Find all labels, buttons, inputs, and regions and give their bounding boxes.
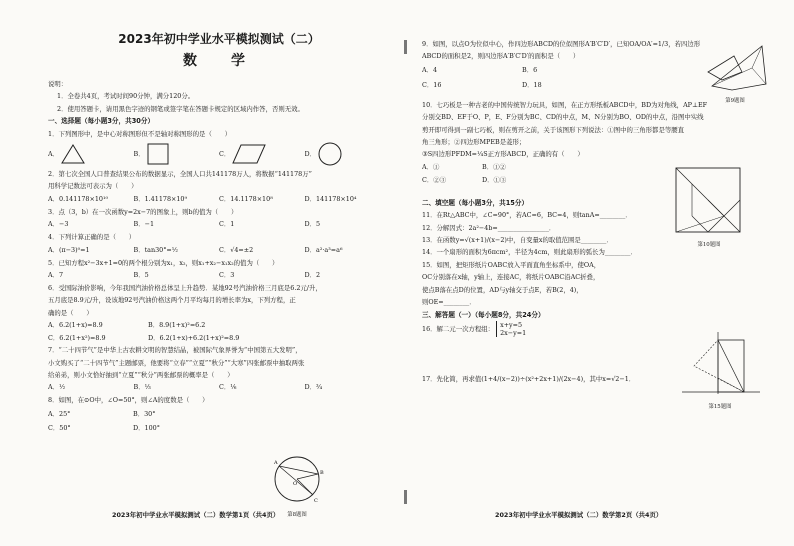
q5-option-a: A．7 [48,271,64,280]
parallelogram-shape [232,144,266,164]
exam-title: 2023年初中学业水平模拟测试（二） [118,32,320,46]
question-9-line-1: 9．如图，以点O为位似中心，作四边形ABCD的位似图形A′B′C′D′，已知OA/OA′=1/3，若四边形 [422,40,701,48]
q4-option-a: A．(π−3)⁰=1 [48,245,90,254]
q6-option-a: A．6.2(1+x)=8.9 [48,321,103,330]
q3-option-d: D．5 [304,220,321,229]
q8-option-c: C．50° [48,423,71,432]
folded-rectangle-diagram [678,330,762,398]
question-10-line-3: 剪开即可得到一副七巧板，则在剪开之前，关于该图形下列说法：①图中的三角形都是等腰直 [422,125,685,134]
equation-system [496,321,526,337]
q10-option-a: A．① [422,162,440,171]
equation-1: x+y=5 [500,320,523,329]
question-15-line-4: 则OE=________． [422,298,476,307]
q9-option-c: C．16 [422,80,442,89]
question-4: 4．下列计算正确的是（ ） [48,233,136,242]
question-6-line-1: 6．受国际油价影响，今年我国汽油价格总体呈上升趋势．某地92号汽油价格三月底是6.2元/升， [48,284,322,293]
circle-shape [318,142,342,166]
q10-options [422,161,542,187]
q3-option-a: A．−3 [48,220,69,229]
q3-option-c: C．1 [219,220,235,229]
q10-option-c: C．②③ [422,175,447,184]
page-two [422,38,772,538]
q3-option-b: B．−1 [133,220,155,229]
q7-options [48,381,390,394]
q1-options [48,140,390,168]
q5-option-b: B．5 [133,271,149,280]
figure-8 [266,452,328,518]
homothety-diagram [702,42,768,92]
binding-mark [404,40,407,54]
q7-option-b: B．⅓ [133,383,151,392]
figure-15-caption: 第15题图 [708,404,732,410]
subject-heading: 数 学 [183,53,255,69]
q4-option-c: C．√4=±2 [219,245,254,254]
page-one-footer: 2023年初中学业水平模拟测试（二）数学第1页（共4页） [112,511,280,519]
tangram-diagram [670,166,748,236]
question-8: 8．如图，在⊙O中，∠O=50°，则∠A的度数是（ ） [48,396,209,405]
q2-option-c: C．14.1178×10⁸ [219,194,273,203]
question-1: 1．下列图形中，是中心对称图形但不是轴对称图形的是（ ） [48,129,232,138]
q3-options [48,218,390,231]
q6-option-b: B．8.9(1+x)²=6.2 [148,321,206,330]
figure-10 [670,166,748,248]
section-choice-heading: 一、选择题（每小题3分，共30分） [48,117,155,126]
question-9-line-2: ABCD的面积是2，则四边形A′B′C′D′的面积是（ ） [422,52,580,61]
svg-text:C: C [314,498,318,504]
question-11: 11．在Rt△ABC中，∠C=90°，若AC=6，BC=4，则tanA=________． [422,211,632,220]
q6-option-d: D．6.2(1+x)+6.2(1+x)²=8.9 [148,333,240,342]
figure-8-caption: 第8题图 [287,512,307,518]
q7-option-c: C．⅙ [219,383,237,392]
q2-option-b: B．1.41178×10⁹ [133,194,188,203]
question-10-line-4: 角三角形；②四边形MPEB是菱形； [422,138,526,147]
page-one [48,30,390,530]
q9-option-d: D．18 [522,80,542,89]
svg-text:A: A [274,460,278,466]
question-5: 5．已知方程x²−3x+1=0的两个根分别为x₁，x₂，则x₁+x₂−x₁x₂的值为（ ） [48,258,279,267]
figure-15 [678,330,762,410]
q5-option-d: D．2 [304,271,321,280]
section-answer-heading: 三、解答题（一）（每小题8分，共24分） [422,310,545,319]
q8-option-a: A．25° [48,409,71,418]
q1-option-b: B． [134,143,220,165]
q10-option-d: D．①③ [482,175,507,184]
q6-option-c: C．6.2(1+x²)=8.9 [48,333,106,342]
question-14: 14．一个扇形的面积为6πcm²，半径为4cm，则此扇形的弧长为________． [422,248,637,257]
question-15-line-3: 使点B落在点D的位置，AD与y轴交于点E，若B(2，4)， [422,285,583,294]
q9-options [422,63,622,93]
question-6-line-2: 五月底是8.9元/升，设该地92号汽油价格这两个月平均每月的增长率为x，下列方程，正 [48,296,296,305]
question-15-line-2: OC分别落在x轴，y轴上，连接AC，将纸片OABC沿AC折叠， [422,273,600,282]
q5-options [48,269,390,282]
q4-option-d: D．a²·a³=a⁶ [304,245,343,254]
question-17: 17．先化简，再求值(1+4/(x−2))÷(x²+2x+1)/(2x−4)，其中x=√2−1． [422,374,636,383]
figure-10-caption: 第10题图 [697,242,721,248]
question-7-line-3: 给弟弟，则小文恰好抽到“立夏”“秋分”两张邮票的概率是（ ） [48,370,234,379]
q9-option-b: B．6 [522,65,538,74]
question-10-line-5: ③S四边形PFDM=¼S正方形ABCD，正确的有（ ） [422,150,584,159]
q1-option-d: D． [305,142,391,166]
question-12: 12．分解因式：2a²−4b=________________． [422,223,556,232]
q9-option-a: A．4 [422,65,438,74]
figure-9 [702,42,768,104]
question-15-line-1: 15．如图，把矩形纸片OABC放入平面直角坐标系中，使OA， [422,260,601,269]
q6-options [48,319,248,344]
q2-option-a: A．0.141178×10¹⁰ [48,194,109,203]
q7-option-a: A．½ [48,383,66,392]
note-1: 1．全卷共4页，考试时间90分钟，满分120分。 [57,92,195,101]
square-shape [147,143,169,165]
question-10-line-1: 10．七巧板是一种古老的中国传统智力玩具，如图，在正方形纸板ABCD中，BD为对角线，AP⊥EF [422,100,708,109]
svg-text:O: O [293,481,298,487]
q8-option-d: D．100° [133,423,160,432]
q5-option-c: C．3 [219,271,235,280]
q2-options [48,193,390,206]
question-3: 3．点（3，b）在一次函数y=2x−7的图象上，则b的值为（ ） [48,207,238,216]
question-2-line-1: 2．第七次全国人口普查结果公布的数据显示，全国人口共141178万人，将数据“141178万” [48,170,312,179]
q7-option-d: D．¾ [304,383,323,392]
q1-option-c: C． [219,144,305,164]
equation-2: 2x−y=1 [500,328,527,337]
question-7-line-1: 7．“二十四节气”是中华上古农耕文明的智慧结晶，被国际气象界誉为“中国第五大发明”， [48,346,302,355]
triangle-shape [61,144,85,164]
question-16-text: 16．解二元一次方程组： [422,324,495,333]
section-fill-heading: 二、填空题（每小题3分，共15分） [422,198,529,207]
question-13: 13．在函数y=√(x+1)/(x−2)中，自变量x的取值范围是________． [422,236,613,245]
q8-option-b: B．30° [133,409,156,418]
notes-heading: 说明： [48,80,68,88]
note-2: 2．使用答题卡，请用黑色字迹的钢笔或签字笔在答题卡规定的区域内作答，否则无效。 [57,104,304,113]
q4-option-b: B．tan30°=½ [133,245,178,254]
question-7-line-2: 小文购买了“二十四节气”主题邮票，他要将“立春”“立夏”“秋分”“大寒”四张邮票中抽取两张 [48,358,305,367]
q2-option-d: D．141178×10⁴ [304,194,357,203]
binding-mark [404,490,407,504]
q1-option-a: A． [48,144,134,164]
q8-options [48,407,218,435]
q10-option-b: B．①② [482,162,506,171]
question-2-line-2: 用科学记数法可表示为（ ） [48,182,138,191]
circle-angle-diagram [266,452,328,506]
page-two-footer: 2023年初中学业水平模拟测试（二）数学第2页（共4页） [495,511,663,519]
figure-9-caption: 第9题图 [725,98,745,104]
question-6-line-3: 确的是（ ） [48,308,93,317]
question-10-line-2: 分别交BD、EF于O、P，E、F分别为BC、CD的中点，M、N分别为BO、OD的中点，沿图中实线 [422,113,704,122]
svg-text:B: B [320,470,324,476]
q4-options [48,244,390,257]
